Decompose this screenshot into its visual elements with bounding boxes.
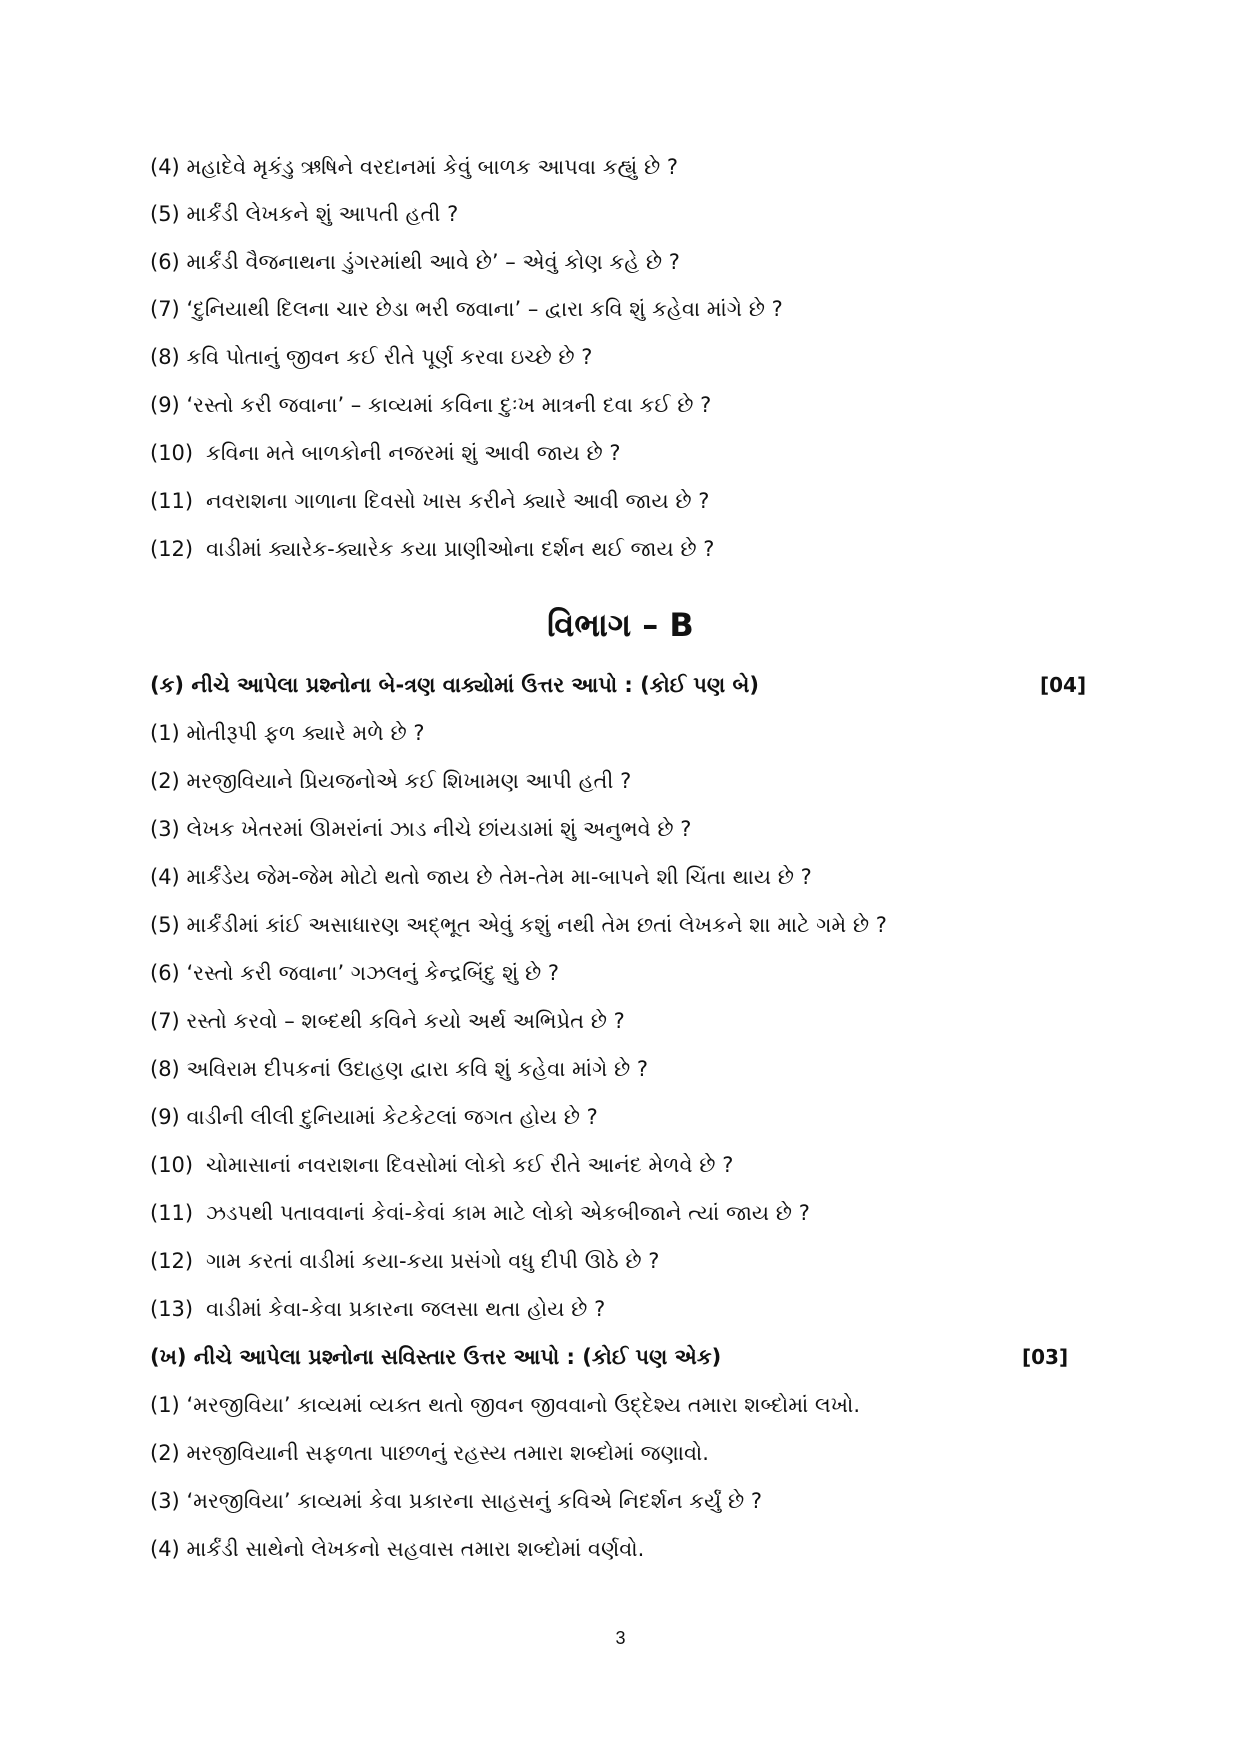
question-line	[150, 197, 1101, 231]
question-line	[150, 292, 1101, 326]
question-text: રસ્તો કરવો – શબ્દથી કવિને કયો અર્થ અભિપ્રેત છે ?	[186, 1009, 625, 1033]
question-line	[150, 1052, 1101, 1086]
question-line	[150, 1004, 1101, 1038]
question-number: (2)	[150, 769, 180, 793]
question-text: વાડીની લીલી દુનિયામાં કેટકેટલાં જગત હોય છે ?	[186, 1105, 598, 1129]
question-line	[150, 1100, 1101, 1134]
question-number: (9)	[150, 1105, 180, 1129]
question-text: મરજીવિયાની સફળતા પાછળનું રહસ્ય તમારા શબ્દોમાં જણાવો.	[186, 1441, 709, 1465]
question-number: (2)	[150, 1441, 180, 1465]
question-line	[150, 1532, 1101, 1566]
question-number: (12)	[150, 537, 194, 561]
question-line	[150, 245, 1101, 279]
question-line	[150, 1292, 1101, 1326]
question-text: માર્કંડી વૈજનાથના ડુંગરમાંથી આવે છે’ – એવું કોણ કહે છે ?	[186, 250, 680, 274]
question-line	[150, 150, 1101, 184]
question-line	[150, 340, 1101, 374]
part-kha-title: (ખ) નીચે આપેલા પ્રશ્નોના સવિસ્તાર ઉત્તર આપો : (કોઈ પણ એક)	[150, 1345, 722, 1369]
question-text: મોતીરૂપી ફળ ક્યારે મળે છે ?	[186, 721, 425, 745]
question-number: (1)	[150, 721, 180, 745]
question-line	[150, 812, 1101, 846]
question-line	[150, 1388, 1101, 1422]
question-line	[150, 956, 1101, 990]
question-text: ચોમાસાનાં નવરાશના દિવસોમાં લોકો કઈ રીતે આનંદ મેળવે છે ?	[206, 1153, 734, 1177]
question-number: (11)	[150, 1201, 194, 1225]
question-number: (9)	[150, 393, 180, 417]
question-text: અવિરામ દીપકનાં ઉદાહણ દ્વારા કવિ શું કહેવા માંગે છે ?	[186, 1057, 649, 1081]
question-text: ‘મરજીવિયા’ કાવ્યમાં વ્યક્ત થતો જીવન જીવવાનો ઉદ્દેશ્ય તમારા શબ્દોમાં લખો.	[186, 1393, 860, 1417]
question-number: (7)	[150, 1009, 180, 1033]
question-number: (13)	[150, 1297, 194, 1321]
question-text: ‘રસ્તો કરી જવાના’ – કાવ્યમાં કવિના દુઃખ માત્રની દવા કઈ છે ?	[186, 393, 712, 417]
question-number: (6)	[150, 250, 180, 274]
page-number: 3	[615, 1628, 626, 1648]
question-text: ઝડપથી પતાવવાનાં કેવાં-કેવાં કામ માટે લોકો એકબીજાને ત્યાં જાય છે ?	[206, 1201, 810, 1225]
question-line	[150, 1436, 1101, 1470]
question-text: કવિ પોતાનું જીવન કઈ રીતે પૂર્ણ કરવા ઇચ્છે છે ?	[186, 345, 593, 369]
question-line	[150, 860, 1101, 894]
question-number: (4)	[150, 865, 180, 889]
question-text: વાડીમાં ક્યારેક-ક્યારેક કયા પ્રાણીઓના દર્શન થઈ જાય છે ?	[206, 537, 715, 561]
question-line	[150, 484, 1101, 518]
question-text: મરજીવિયાને પ્રિયજનોએ કઈ શિખામણ આપી હતી ?	[186, 769, 632, 793]
question-number: (10)	[150, 441, 194, 465]
question-text: માર્કંડી સાથેનો લેખકનો સહવાસ તમારા શબ્દોમાં વર્ણવો.	[186, 1537, 645, 1561]
question-text: નવરાશના ગાળાના દિવસો ખાસ કરીને ક્યારે આવી જાય છે ?	[206, 489, 710, 513]
question-line	[150, 532, 1101, 566]
question-text: ‘મરજીવિયા’ કાવ્યમાં કેવા પ્રકારના સાહસનું કવિએ નિદર્શન કર્યું છે ?	[186, 1489, 763, 1513]
question-number: (8)	[150, 1057, 180, 1081]
question-number: (12)	[150, 1249, 194, 1273]
question-line	[150, 1196, 1101, 1230]
question-text: ‘દુનિયાથી દિલના ચાર છેડા ભરી જવાના’ – દ્વારા કવિ શું કહેવા માંગે છે ?	[186, 297, 783, 321]
question-number: (11)	[150, 489, 194, 513]
question-text: ગામ કરતાં વાડીમાં કયા-કયા પ્રસંગો વધુ દીપી ઊઠે છે ?	[206, 1249, 660, 1273]
question-number: (5)	[150, 202, 180, 226]
question-number: (3)	[150, 1489, 180, 1513]
question-line	[150, 436, 1101, 470]
question-number: (6)	[150, 961, 180, 985]
question-number: (3)	[150, 817, 180, 841]
question-line	[150, 716, 1101, 750]
question-text: માર્કંડેય જેમ-જેમ મોટો થતો જાય છે તેમ-તેમ મા-બાપને શી ચિંતા થાય છે ?	[186, 865, 812, 889]
question-number: (1)	[150, 1393, 180, 1417]
question-text: માર્કંડી લેખકને શું આપતી હતી ?	[186, 202, 459, 226]
part-ka-title: (ક) નીચે આપેલા પ્રશ્નોના બે-ત્રણ વાક્યોમાં ઉત્તર આપો : (કોઈ પણ બે)	[150, 673, 760, 697]
question-line	[150, 388, 1101, 422]
question-number: (8)	[150, 345, 180, 369]
question-text: કવિના મતે બાળકોની નજરમાં શું આવી જાય છે ?	[206, 441, 621, 465]
question-number: (7)	[150, 297, 180, 321]
question-text: માર્કંડીમાં કાંઈ અસાધારણ અદ્ભૂત એવું કશું નથી તેમ છતાં લેખકને શા માટે ગમે છે ?	[186, 913, 887, 937]
part-kha-marks: [03]	[1022, 1345, 1069, 1369]
question-text: મહાદેવે મૃકંડુ ઋષિને વરદાનમાં કેવું બાળક આપવા કહ્યું છે ?	[186, 155, 679, 179]
question-line	[150, 1484, 1101, 1518]
question-number: (4)	[150, 155, 180, 179]
question-line	[150, 908, 1101, 942]
question-line	[150, 1244, 1101, 1278]
question-text: લેખક ખેતરમાં ઊમરાંનાં ઝાડ નીચે છાંયડામાં શું અનુભવે છે ?	[186, 817, 692, 841]
question-number: (5)	[150, 913, 180, 937]
question-line	[150, 764, 1101, 798]
question-number: (10)	[150, 1153, 194, 1177]
question-text: ‘રસ્તો કરી જવાના’ ગઝલનું કેન્દ્રબિંદુ શું છે ?	[186, 961, 560, 985]
section-heading: વિભાગ – B	[547, 606, 694, 644]
question-line	[150, 1148, 1101, 1182]
part-ka-marks: [04]	[1040, 673, 1087, 697]
question-text: વાડીમાં કેવા-કેવા પ્રકારના જલસા થતા હોય છે ?	[206, 1297, 606, 1321]
question-number: (4)	[150, 1537, 180, 1561]
